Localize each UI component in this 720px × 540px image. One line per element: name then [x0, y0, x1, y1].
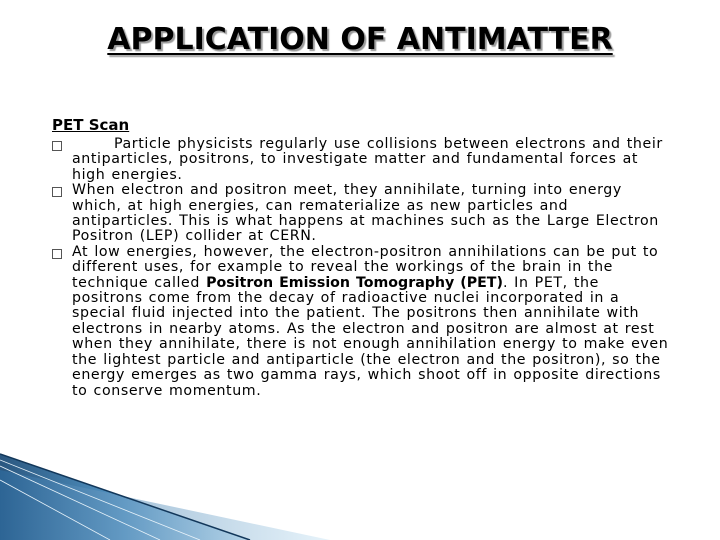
decorative-swoosh-graphic — [0, 440, 720, 540]
bullet-text-before: At low energies, however, the electron-positron annihilations can be put to different uses, for example to reveal the workings of the brain in the technique called — [72, 243, 659, 291]
list-item — [52, 183, 672, 245]
bullet-text: When electron and positron meet, they annihilate, turning into energy which, at high energies, can rematerialize as new particles and antiparticles. This is what happens at machines such as the Large Electron Positron (LEP) collider at CERN. — [72, 182, 659, 245]
checkbox-bullet-icon — [52, 187, 62, 197]
list-item — [52, 245, 672, 399]
slide-title: APPLICATION OF ANTIMATTER — [107, 22, 613, 57]
bullet-text: Particle physicists regularly use collisions between electrons and their antiparticles, positrons, to investigate matter and fundamental forces at high energies. — [72, 136, 663, 183]
bullet-text-after: . In PET, the positrons come from the decay of radioactive nuclei incorporated in a special fluid injected into the patient. The positrons then annihilate with electrons in nearby atoms. As the electron and positron are almost at rest when they annihilate, there is not enough annihilation energy to make even the lightest particle and antiparticle (the electron and the positron), so the energy emerges as two gamma rays, which shoot off in opposite directions to conserve momentum. — [72, 274, 669, 399]
list-item — [52, 137, 672, 183]
checkbox-bullet-icon — [52, 141, 62, 151]
bullet-list — [52, 137, 672, 399]
checkbox-bullet-icon — [52, 249, 62, 259]
section-heading: PET Scan — [52, 116, 130, 134]
bullet-bold-term: Positron Emission Tomography (PET) — [206, 274, 503, 291]
